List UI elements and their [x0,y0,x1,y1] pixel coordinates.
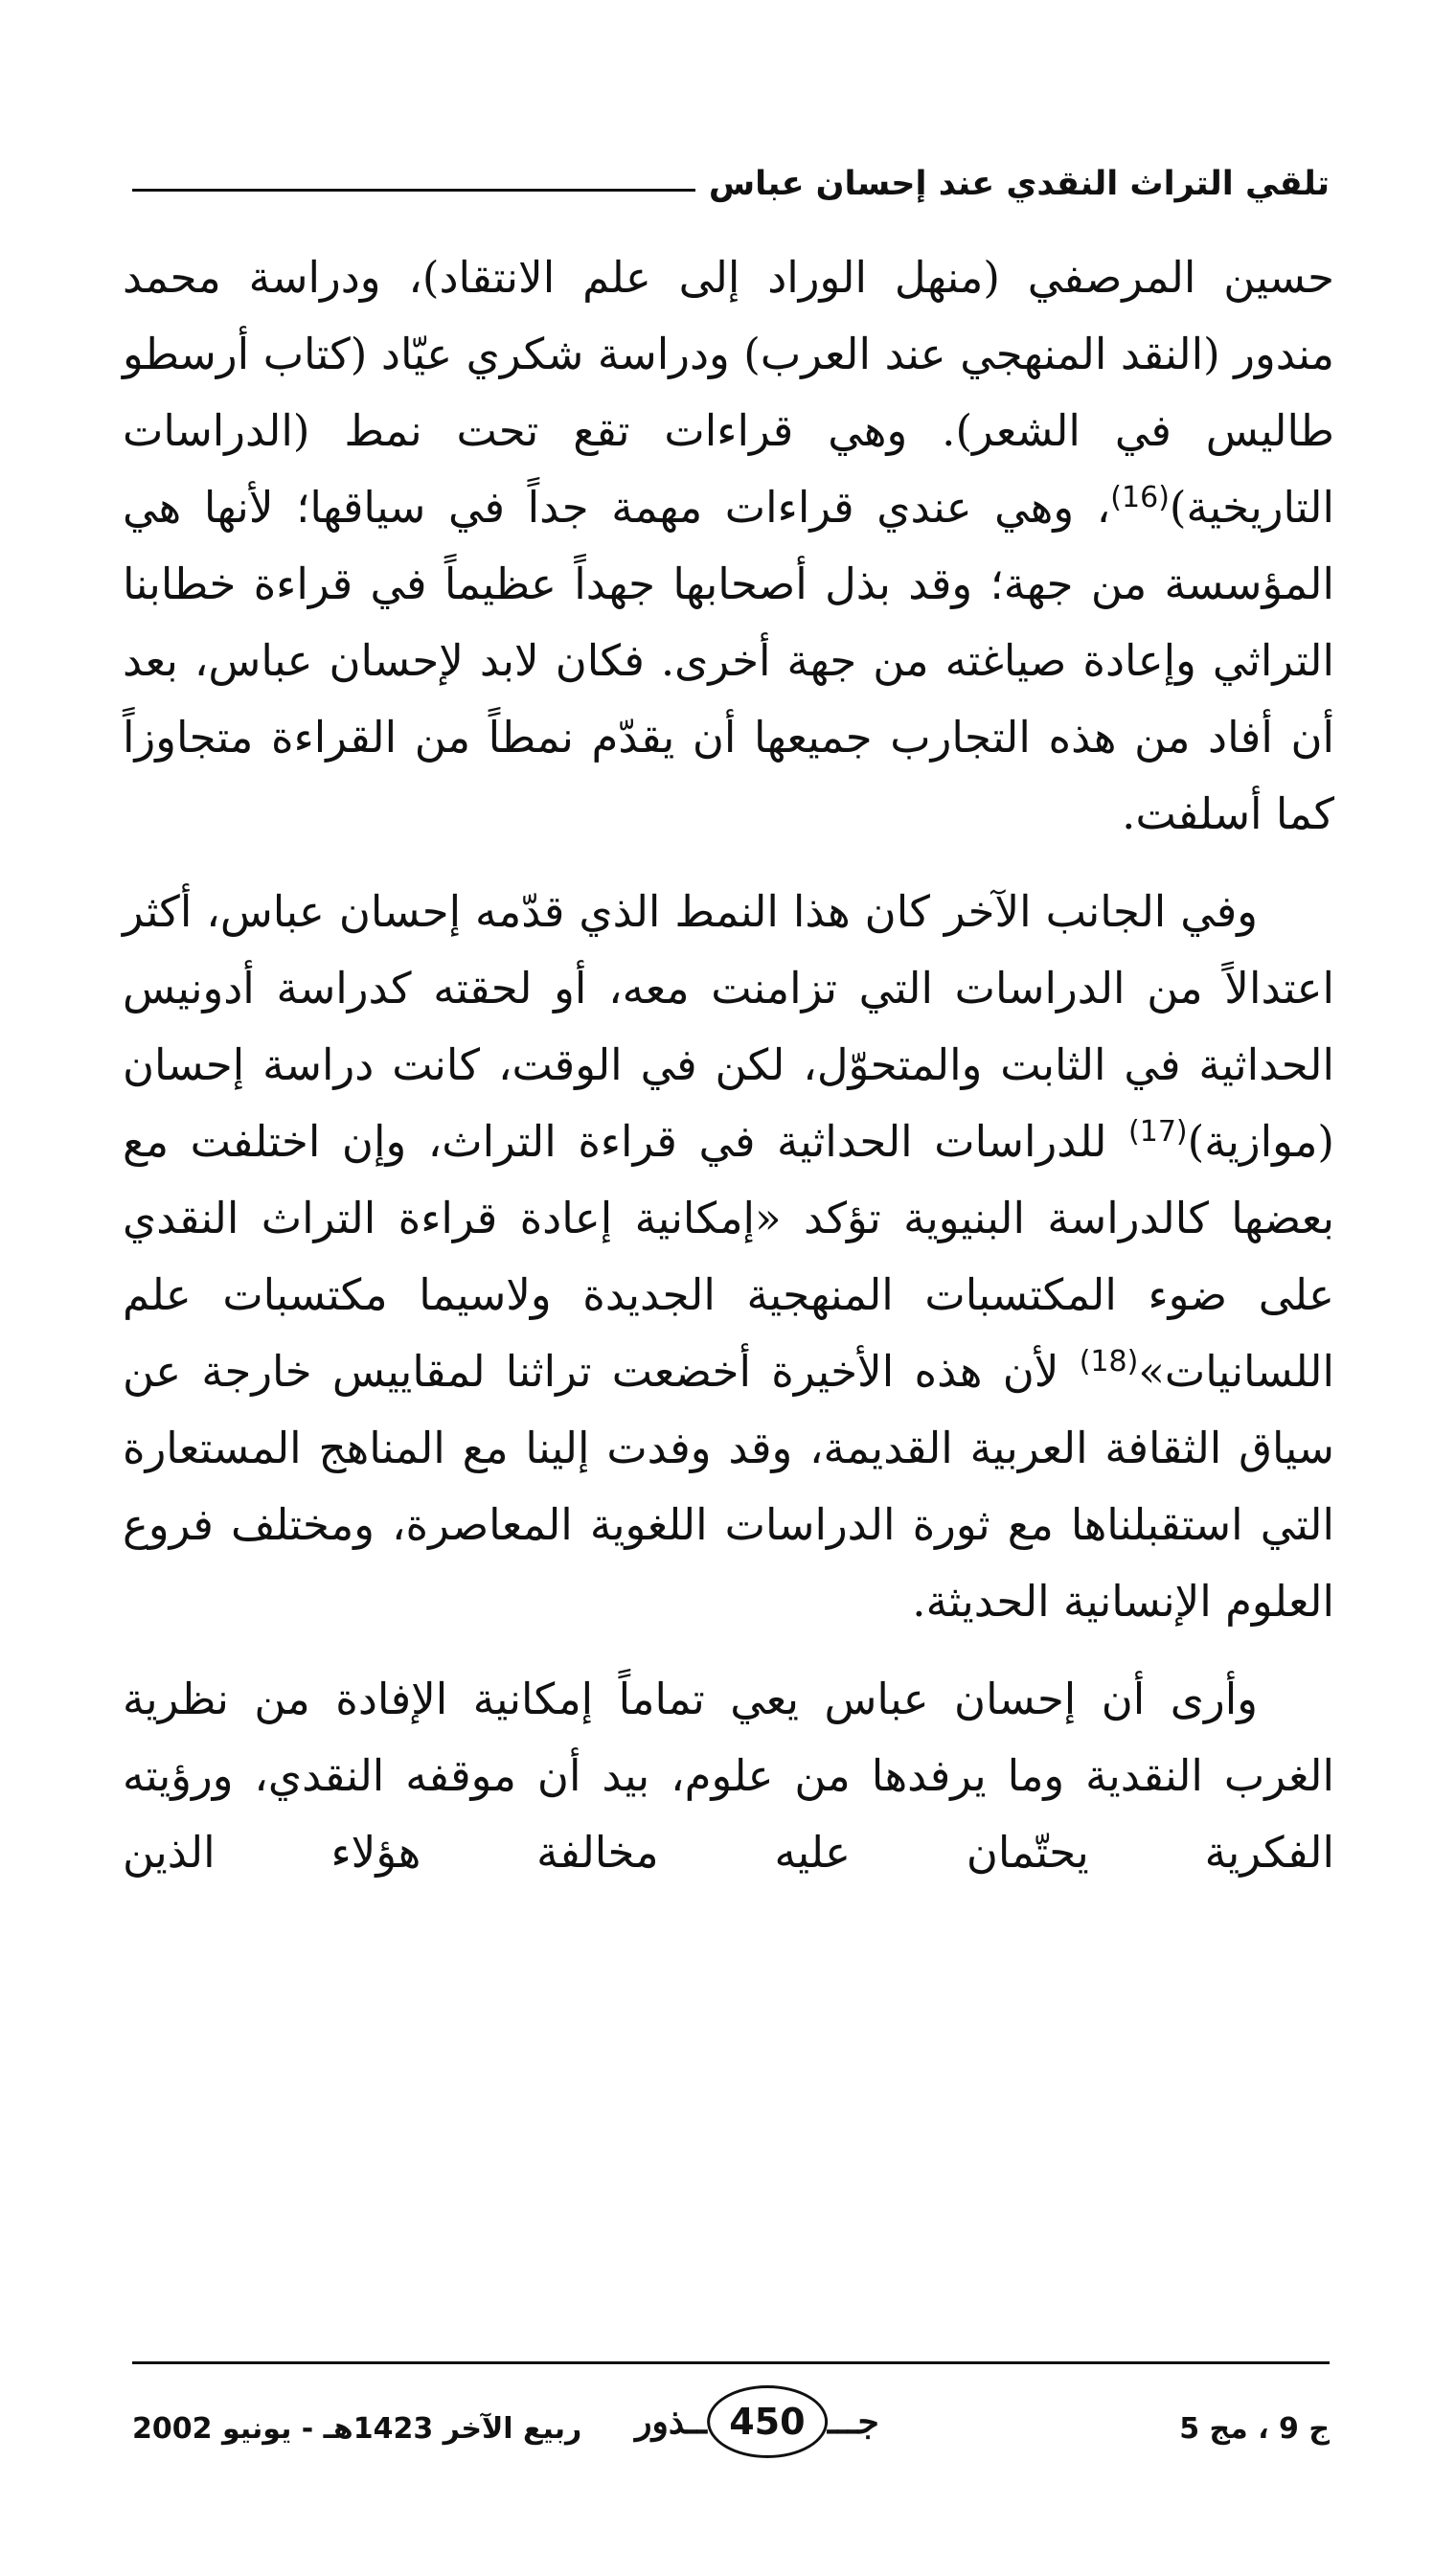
text-segment: لأن هذه الأخيرة أخضعت تراثنا لمقاييس خارجة عن سياق الثقافة العربية القديمة، وقد وفدت إلينا مع المناهج المستعارة التي استقبلناها مع ثورة الدراسات اللغوية المعاصرة، ومختلف فروع العلوم الإنسانية الحديثة. [123,1346,1334,1627]
header-rule [132,189,695,192]
text-segment: ، وهي عندي قراءات مهمة جداً في سياقها؛ لأنها هي المؤسسة من جهة؛ وقد بذل أصحابها جهداً عظيماً في قراءة خطابنا التراثي وإعادة صياغته من جهة أخرى. فكان لابد لإحسان عباس، بعد أن أفاد من هذه التجارب جميعها أن يقدّم نمطاً من القراءة متجاوزاً كما أسلفت. [123,482,1334,839]
text-segment: وأرى أن إحسان عباس يعي تماماً إمكانية الإفادة من نظرية الغرب النقدية وما يرفدها من علوم، بيد أن موقفه النقدي، ورؤيته الفكرية يحتّمان عليه مخالفة هؤلاء الذين [123,1674,1334,1878]
footnote-ref-16: (16) [1110,481,1170,514]
running-title: تلقي التراث النقدي عند إحسان عباس [708,165,1330,203]
paragraph-2 [123,874,1334,1640]
page-number-oval [707,2385,828,2458]
paragraph-3 [123,1661,1334,1891]
volume-info: ج 9 ، مج 5 [1179,2412,1330,2446]
journal-name-end: ــذور [635,2402,707,2442]
page-number: 450 [729,2401,806,2443]
footer-rule [132,2361,1330,2364]
journal-name-start: جـــ [827,2402,879,2442]
footnote-ref-17: (17) [1128,1115,1188,1149]
text-segment: حسين المرصفي (منهل الوراد إلى علم الانتقاد)، ودراسة محمد مندور (النقد المنهجي عند العرب) ودراسة شكري عيّاد (كتاب أرسطو طاليس في الشعر). وهي قراءات تقع تحت نمط (الدراسات التاريخية) [123,252,1334,533]
page-footer [132,2385,1330,2472]
issue-date: ربيع الآخر 1423هـ - يونيو 2002 [132,2412,582,2446]
body-text [123,239,1334,1912]
footnote-ref-18: (18) [1079,1345,1139,1379]
running-header [132,125,1330,201]
text-segment: وفي الجانب الآخر كان هذا النمط الذي قدّمه إحسان عباس، أكثر اعتدالاً من الدراسات التي تزامنت معه، أو لحقته كدراسة أدونيس الحداثية في الثابت والمتحوّل، لكن في الوقت، كانت دراسة إحسان (موازية) [123,886,1334,1167]
journal-masthead [626,2385,889,2458]
text-segment: للدراسات الحداثية في قراءة التراث، وإن اختلفت مع بعضها كالدراسة البنيوية تؤكد «إمكانية إعادة قراءة التراث النقدي على ضوء المكتسبات المنهجية الجديدة ولاسيما مكتسبات علم اللسانيات» [123,1116,1334,1397]
paragraph-1 [123,239,1334,853]
